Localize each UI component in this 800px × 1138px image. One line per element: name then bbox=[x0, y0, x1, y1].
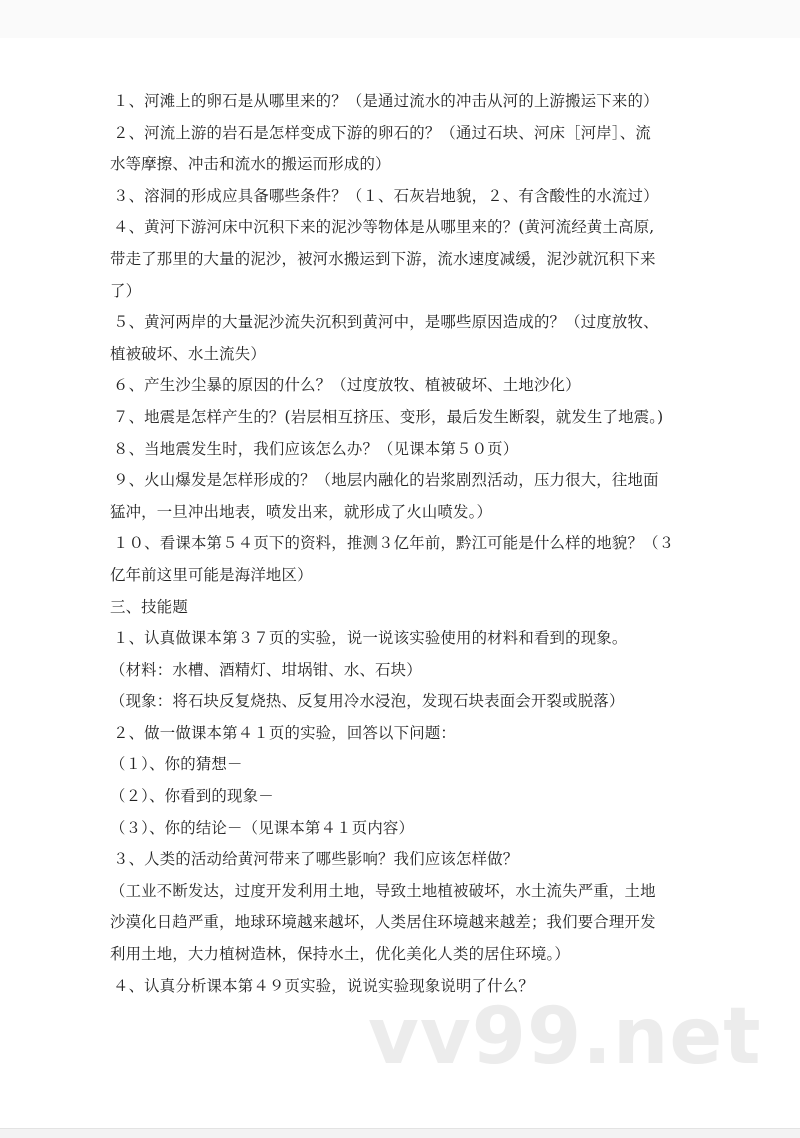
text-line: （材料：水槽、酒精灯、坩埚钳、水、石块） bbox=[110, 660, 422, 679]
text-line: ４、黄河下游河床中沉积下来的泥沙等物体是从哪里来的？(黄河流经黄土高原, bbox=[113, 218, 655, 237]
text-line: ８、当地震发生时，我们应该怎么办？（见课本第５０页） bbox=[113, 439, 519, 458]
text-line: 猛冲，一旦冲出地表，喷发出来，就形成了火山喷发。） bbox=[110, 502, 493, 521]
text-line: ２、做一做课本第４１页的实验，回答以下问题： bbox=[113, 723, 456, 742]
text-line: １、认真做课本第３７页的实验，说一说该实验使用的材料和看到的现象。 bbox=[113, 629, 628, 648]
text-line: ４、认真分析课本第４９页实验，说说实验现象说明了什么？ bbox=[113, 976, 534, 995]
text-line: （３）、你的结论－（见课本第４１页内容） bbox=[110, 818, 415, 837]
text-line: （工业不断发达，过度开发利用土地，导致土地植被破坏，水土流失严重，土地 bbox=[110, 881, 656, 900]
text-line: ６、产生沙尘暴的原因的什么？（过度放牧、植被破坏、土地沙化） bbox=[113, 376, 581, 395]
text-line: 三、技能题 bbox=[110, 597, 188, 616]
text-line: 亿年前这里可能是海洋地区） bbox=[110, 565, 313, 584]
text-line: ５、黄河两岸的大量泥沙流失沉积到黄河中，是哪些原因造成的？（过度放牧、 bbox=[113, 313, 659, 332]
text-line: １０、看课本第５４页下的资料，推测３亿年前，黔江可能是什么样的地貌？（３ bbox=[113, 534, 675, 553]
text-line: ７、地震是怎样产生的？(岩层相互挤压、变形，最后发生断裂，就发生了地震。) bbox=[113, 407, 664, 426]
page-top-band bbox=[0, 0, 800, 38]
text-line: （１）、你的猜想－ bbox=[110, 755, 243, 774]
text-line: ３、人类的活动给黄河带来了哪些影响？我们应该怎样做？ bbox=[113, 850, 519, 869]
text-line: ９、火山爆发是怎样形成的？（地层内融化的岩浆剧烈活动，压力很大，往地面 bbox=[113, 471, 659, 490]
text-line: １、河滩上的卵石是从哪里来的？（是通过流水的冲击从河的上游搬运下来的） bbox=[113, 92, 659, 110]
watermark: vv99.net bbox=[368, 992, 762, 1082]
text-line: 水等摩擦、冲击和流水的搬运而形成的） bbox=[110, 155, 391, 174]
document-page bbox=[110, 86, 700, 1002]
text-line: ２、河流上游的岩石是怎样变成下游的卵石的？（通过石块、河床［河岸］、流 bbox=[113, 123, 651, 142]
text-line: 植被破坏、水土流失） bbox=[110, 344, 266, 363]
text-line: 利用土地，大力植树造林，保持水土，优化美化人类的居住环境。） bbox=[110, 945, 571, 964]
text-line: 带走了那里的大量的泥沙，被河水搬运到下游，流水速度减缓，泥沙就沉积下来 bbox=[110, 249, 656, 268]
text-line: （现象：将石块反复烧热、反复用冷水浸泡，发现石块表面会开裂或脱落） bbox=[110, 692, 625, 711]
text-line: （２）、你看到的现象－ bbox=[110, 787, 274, 806]
text-line: 沙漠化日趋严重，地球环境越来越坏，人类居住环境越来越差；我们要合理开发 bbox=[110, 913, 656, 932]
text-line: 了） bbox=[110, 281, 142, 300]
text-line: ３、溶洞的形成应具备哪些条件？（１、石灰岩地貌，２、有含酸性的水流过） bbox=[113, 186, 659, 205]
